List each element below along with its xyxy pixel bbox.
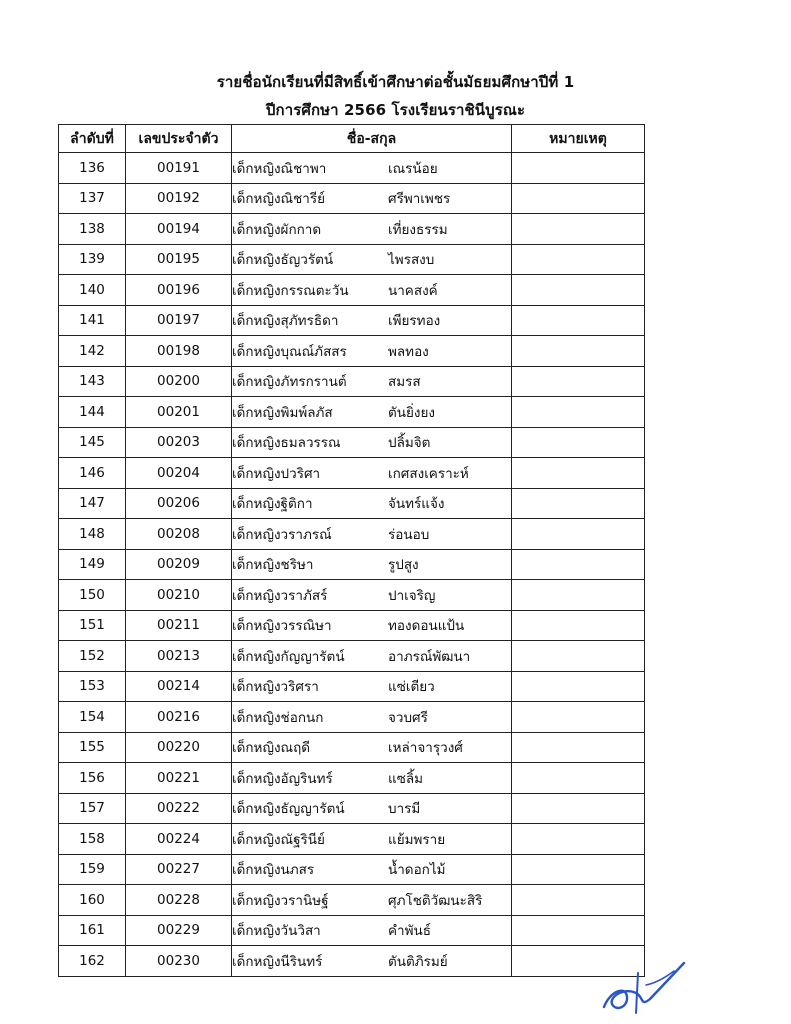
row-number: 140	[59, 275, 126, 306]
row-last-name: เกศสงเคราะห์	[388, 465, 469, 482]
row-full-name	[232, 793, 512, 824]
table-row	[59, 183, 645, 214]
table-header-row	[59, 125, 645, 153]
row-remarks	[512, 427, 645, 458]
row-student-id: 00211	[126, 610, 232, 641]
row-number: 146	[59, 458, 126, 489]
row-full-name	[232, 854, 512, 885]
row-first-name: เด็กหญิงผักกาด	[232, 221, 322, 238]
row-number: 151	[59, 610, 126, 641]
row-remarks	[512, 244, 645, 275]
row-last-name: บารมี	[388, 801, 421, 818]
row-first-name: เด็กหญิงฐิติกา	[232, 496, 313, 513]
row-first-name: เด็กหญิงวริศรา	[232, 679, 319, 696]
row-last-name: นาคสงค์	[388, 282, 438, 299]
row-student-id: 00201	[126, 397, 232, 428]
row-last-name: เณรน้อย	[388, 160, 438, 177]
row-student-id: 00224	[126, 824, 232, 855]
table-row	[59, 458, 645, 489]
row-remarks	[512, 488, 645, 519]
row-first-name: เด็กหญิงกัญญารัตน์	[232, 648, 345, 665]
row-student-id: 00220	[126, 732, 232, 763]
row-remarks	[512, 824, 645, 855]
row-full-name	[232, 641, 512, 672]
row-remarks	[512, 763, 645, 794]
document-title: รายชื่อนักเรียนที่มีสิทธิ์เข้าศึกษาต่อชั้นมัธยมศึกษาปีที่ 1	[216, 73, 575, 91]
row-number: 148	[59, 519, 126, 550]
row-student-id: 00196	[126, 275, 232, 306]
table-row	[59, 519, 645, 550]
row-first-name: เด็กหญิงกรรณตะวัน	[232, 282, 349, 299]
row-last-name: เหล่าจารุวงศ์	[388, 740, 463, 757]
row-last-name: แซลิ้ม	[388, 770, 424, 787]
row-last-name: จันทร์แจ้ง	[388, 496, 445, 513]
row-first-name: เด็กหญิงณฤดี	[232, 740, 311, 757]
row-full-name	[232, 671, 512, 702]
row-number: 157	[59, 793, 126, 824]
row-remarks	[512, 580, 645, 611]
row-student-id: 00195	[126, 244, 232, 275]
row-last-name: คำพันธ์	[388, 923, 431, 940]
row-first-name: เด็กหญิงช่อกนก	[232, 709, 324, 726]
row-first-name: เด็กหญิงพิมพ์ลภัส	[232, 404, 333, 421]
row-number: 153	[59, 671, 126, 702]
row-last-name: ปาเจริญ	[388, 587, 436, 604]
row-student-id: 00227	[126, 854, 232, 885]
row-first-name: เด็กหญิงปวริศา	[232, 465, 321, 482]
table-row	[59, 275, 645, 306]
row-last-name: รูปสูง	[388, 557, 419, 574]
row-remarks	[512, 702, 645, 733]
row-student-id: 00213	[126, 641, 232, 672]
row-number: 143	[59, 366, 126, 397]
row-number: 162	[59, 946, 126, 977]
row-full-name	[232, 610, 512, 641]
row-last-name: ไพรสงบ	[388, 252, 435, 269]
handwritten-signature-icon	[600, 955, 692, 1017]
row-number: 137	[59, 183, 126, 214]
document-subtitle: ปีการศึกษา 2566 โรงเรียนราชินีบูรณะ	[265, 101, 526, 119]
row-first-name: เด็กหญิงวราภรณ์	[232, 526, 332, 543]
row-student-id: 00203	[126, 427, 232, 458]
table-row	[59, 366, 645, 397]
row-first-name: เด็กหญิงธัญวรัตน์	[232, 252, 334, 269]
row-full-name	[232, 183, 512, 214]
row-full-name	[232, 915, 512, 946]
header-full-name: ชื่อ-สกุล	[232, 125, 512, 153]
row-full-name	[232, 824, 512, 855]
row-full-name	[232, 488, 512, 519]
table-row	[59, 610, 645, 641]
row-student-id: 00208	[126, 519, 232, 550]
row-last-name: อาภรณ์พัฒนา	[388, 648, 471, 665]
row-last-name: จวบศรี	[388, 709, 428, 726]
row-full-name	[232, 732, 512, 763]
student-table	[58, 124, 645, 977]
row-full-name	[232, 305, 512, 336]
table-row	[59, 824, 645, 855]
row-student-id: 00230	[126, 946, 232, 977]
row-remarks	[512, 397, 645, 428]
row-student-id: 00194	[126, 214, 232, 245]
row-first-name: เด็กหญิงวราภัสร์	[232, 587, 328, 604]
row-remarks	[512, 275, 645, 306]
row-last-name: ศุภโชติวัฒนะสิริ	[388, 892, 483, 909]
header-number: ลำดับที่	[59, 125, 126, 153]
row-student-id: 00210	[126, 580, 232, 611]
row-last-name: ศรีพาเพชร	[388, 191, 451, 208]
row-last-name: ทองดอนแป้น	[388, 618, 465, 635]
row-full-name	[232, 702, 512, 733]
table-row	[59, 671, 645, 702]
row-remarks	[512, 183, 645, 214]
row-number: 142	[59, 336, 126, 367]
row-full-name	[232, 275, 512, 306]
table-row	[59, 885, 645, 916]
row-number: 160	[59, 885, 126, 916]
row-student-id: 00206	[126, 488, 232, 519]
row-remarks	[512, 915, 645, 946]
table-row	[59, 946, 645, 977]
table-row	[59, 549, 645, 580]
row-first-name: เด็กหญิงวันวิสา	[232, 923, 321, 940]
table-row	[59, 732, 645, 763]
table-row	[59, 763, 645, 794]
row-remarks	[512, 519, 645, 550]
row-number: 145	[59, 427, 126, 458]
table-row	[59, 244, 645, 275]
table-row	[59, 153, 645, 184]
row-number: 150	[59, 580, 126, 611]
row-number: 156	[59, 763, 126, 794]
row-student-id: 00216	[126, 702, 232, 733]
row-last-name: น้ำดอกไม้	[388, 862, 446, 879]
row-remarks	[512, 793, 645, 824]
row-first-name: เด็กหญิงนภสร	[232, 862, 315, 879]
row-student-id: 00191	[126, 153, 232, 184]
row-remarks	[512, 885, 645, 916]
header-remarks: หมายเหตุ	[512, 125, 645, 153]
table-row	[59, 214, 645, 245]
row-number: 158	[59, 824, 126, 855]
table-row	[59, 854, 645, 885]
row-remarks	[512, 671, 645, 702]
row-remarks	[512, 214, 645, 245]
row-first-name: เด็กหญิงณิชารีย์	[232, 191, 325, 208]
row-number: 159	[59, 854, 126, 885]
row-full-name	[232, 336, 512, 367]
row-first-name: เด็กหญิงณิชาพา	[232, 160, 327, 177]
row-last-name: แซ่เตียว	[388, 679, 435, 696]
row-remarks	[512, 153, 645, 184]
row-number: 136	[59, 153, 126, 184]
row-student-id: 00209	[126, 549, 232, 580]
row-last-name: สมรส	[388, 374, 421, 391]
row-last-name: ปลิ้มจิต	[388, 435, 431, 452]
row-last-name: ตันยิ่งยง	[388, 404, 435, 421]
row-student-id: 00198	[126, 336, 232, 367]
row-full-name	[232, 427, 512, 458]
table-row	[59, 488, 645, 519]
row-first-name: เด็กหญิงธัญญารัตน์	[232, 801, 345, 818]
row-number: 154	[59, 702, 126, 733]
table-row	[59, 305, 645, 336]
row-remarks	[512, 641, 645, 672]
table-row	[59, 702, 645, 733]
row-number: 138	[59, 214, 126, 245]
row-student-id: 00222	[126, 793, 232, 824]
row-number: 161	[59, 915, 126, 946]
row-number: 147	[59, 488, 126, 519]
row-student-id: 00200	[126, 366, 232, 397]
row-full-name	[232, 153, 512, 184]
row-last-name: ตันติภิรมย์	[388, 953, 448, 970]
row-first-name: เด็กหญิงวรานิษฐ์	[232, 892, 329, 909]
row-full-name	[232, 946, 512, 977]
row-remarks	[512, 610, 645, 641]
row-number: 152	[59, 641, 126, 672]
row-first-name: เด็กหญิงธมลวรรณ	[232, 435, 341, 452]
row-remarks	[512, 305, 645, 336]
row-full-name	[232, 885, 512, 916]
row-number: 144	[59, 397, 126, 428]
row-remarks	[512, 549, 645, 580]
table-row	[59, 336, 645, 367]
row-last-name: เที่ยงธรรม	[388, 221, 448, 238]
row-student-id: 00214	[126, 671, 232, 702]
row-student-id: 00228	[126, 885, 232, 916]
row-first-name: เด็กหญิงวรรณิษา	[232, 618, 332, 635]
table-row	[59, 793, 645, 824]
row-full-name	[232, 549, 512, 580]
row-full-name	[232, 366, 512, 397]
row-student-id: 00221	[126, 763, 232, 794]
row-first-name: เด็กหญิงนีรินทร์	[232, 953, 323, 970]
header-student-id: เลขประจำตัว	[126, 125, 232, 153]
row-number: 141	[59, 305, 126, 336]
row-full-name	[232, 214, 512, 245]
row-number: 155	[59, 732, 126, 763]
row-full-name	[232, 519, 512, 550]
row-first-name: เด็กหญิงอัญรินทร์	[232, 770, 333, 787]
table-row	[59, 580, 645, 611]
row-last-name: ร่อนอบ	[388, 526, 430, 543]
row-first-name: เด็กหญิงบุณณ์ภัสสร	[232, 343, 347, 360]
row-student-id: 00192	[126, 183, 232, 214]
row-last-name: แย้มพราย	[388, 831, 446, 848]
row-full-name	[232, 580, 512, 611]
row-student-id: 00229	[126, 915, 232, 946]
row-full-name	[232, 458, 512, 489]
row-student-id: 00197	[126, 305, 232, 336]
row-remarks	[512, 458, 645, 489]
row-remarks	[512, 854, 645, 885]
table-row	[59, 397, 645, 428]
row-first-name: เด็กหญิงชริษา	[232, 557, 314, 574]
row-remarks	[512, 366, 645, 397]
row-full-name	[232, 763, 512, 794]
row-number: 139	[59, 244, 126, 275]
row-first-name: เด็กหญิงภัทรกรานต์	[232, 374, 347, 391]
row-full-name	[232, 397, 512, 428]
row-remarks	[512, 336, 645, 367]
row-number: 149	[59, 549, 126, 580]
table-row	[59, 915, 645, 946]
row-first-name: เด็กหญิงณัฐรินีย์	[232, 831, 325, 848]
row-last-name: พลทอง	[388, 343, 429, 360]
row-student-id: 00204	[126, 458, 232, 489]
table-row	[59, 427, 645, 458]
row-remarks	[512, 732, 645, 763]
table-row	[59, 641, 645, 672]
row-full-name	[232, 244, 512, 275]
row-last-name: เพียรทอง	[388, 313, 441, 330]
row-first-name: เด็กหญิงสุภัทรธิดา	[232, 313, 339, 330]
